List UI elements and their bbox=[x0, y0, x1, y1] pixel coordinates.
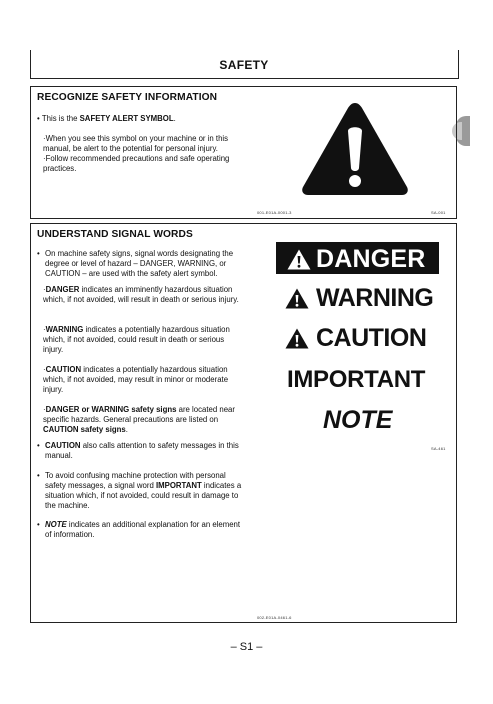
figure-id-2: SA-461 bbox=[431, 446, 446, 451]
section-title-recognize: RECOGNIZE SAFETY INFORMATION bbox=[37, 92, 218, 103]
alert-symbol-statement: • This is the SAFETY ALERT SYMBOL. bbox=[37, 114, 176, 123]
caution-definition: ·CAUTION indicates a potentially hazardous situation which, if not avoided, may result in minor or moderate injury. bbox=[43, 365, 229, 394]
figure-id-1: SA-001 bbox=[431, 210, 446, 215]
caution-note: • CAUTION also calls attention to safety messages in this manual. bbox=[37, 441, 239, 460]
section-recognize bbox=[30, 86, 457, 219]
section-title-signal-words: UNDERSTAND SIGNAL WORDS bbox=[37, 229, 193, 240]
caution-alert-icon bbox=[285, 328, 309, 349]
danger-sign bbox=[276, 242, 439, 274]
warning-definition: ·WARNING indicates a potentially hazardous situation which, if not avoided, could result in death or serious injury. bbox=[43, 325, 230, 354]
alert-instruction-1: ·When you see this symbol on your machine or in this manual, be alert to the potential for personal injury. bbox=[43, 134, 229, 153]
figure-code-1: 001-E01A-0001-3 bbox=[257, 210, 292, 215]
danger-definition: ·DANGER indicates an imminently hazardous situation which, if not avoided, will result in death or serious injury. bbox=[43, 285, 239, 304]
caution-sign bbox=[285, 324, 455, 354]
safety-alert-triangle-icon bbox=[300, 101, 410, 196]
alert-instruction-2: ·Follow recommended precautions and safe operating practices. bbox=[43, 154, 230, 173]
caution-word: CAUTION bbox=[316, 324, 427, 352]
bullet: • bbox=[37, 114, 42, 123]
figure-code-2: 002-E01A-0461-6 bbox=[257, 615, 292, 620]
warning-word: WARNING bbox=[316, 284, 434, 312]
danger-alert-icon bbox=[287, 249, 311, 270]
page-number: – S1 – bbox=[230, 641, 263, 653]
important-definition: • To avoid confusing machine protection with personal safety messages, a signal word IMPORTANT indicates a situation which, if not avoided, could result in damage to the machine. bbox=[37, 471, 242, 510]
warning-alert-icon bbox=[285, 288, 309, 309]
section-signal-words bbox=[30, 223, 457, 623]
signal-words-intro: • On machine safety signs, signal words designating the degree or level of hazard – DANGER, WARNING, or CAUTION – are used with the safety alert symbol. bbox=[37, 249, 234, 278]
page-title: SAFETY bbox=[219, 58, 269, 72]
warning-sign bbox=[285, 284, 455, 314]
note-word: NOTE bbox=[323, 406, 393, 434]
important-word: IMPORTANT bbox=[287, 366, 426, 393]
safety-signs-definition: ·DANGER or WARNING safety signs are located near specific hazards. General precautions are listed on CAUTION safety signs. bbox=[43, 405, 235, 434]
danger-word: DANGER bbox=[316, 245, 426, 273]
note-definition: • NOTE indicates an additional explanation for an element of information. bbox=[37, 520, 241, 539]
